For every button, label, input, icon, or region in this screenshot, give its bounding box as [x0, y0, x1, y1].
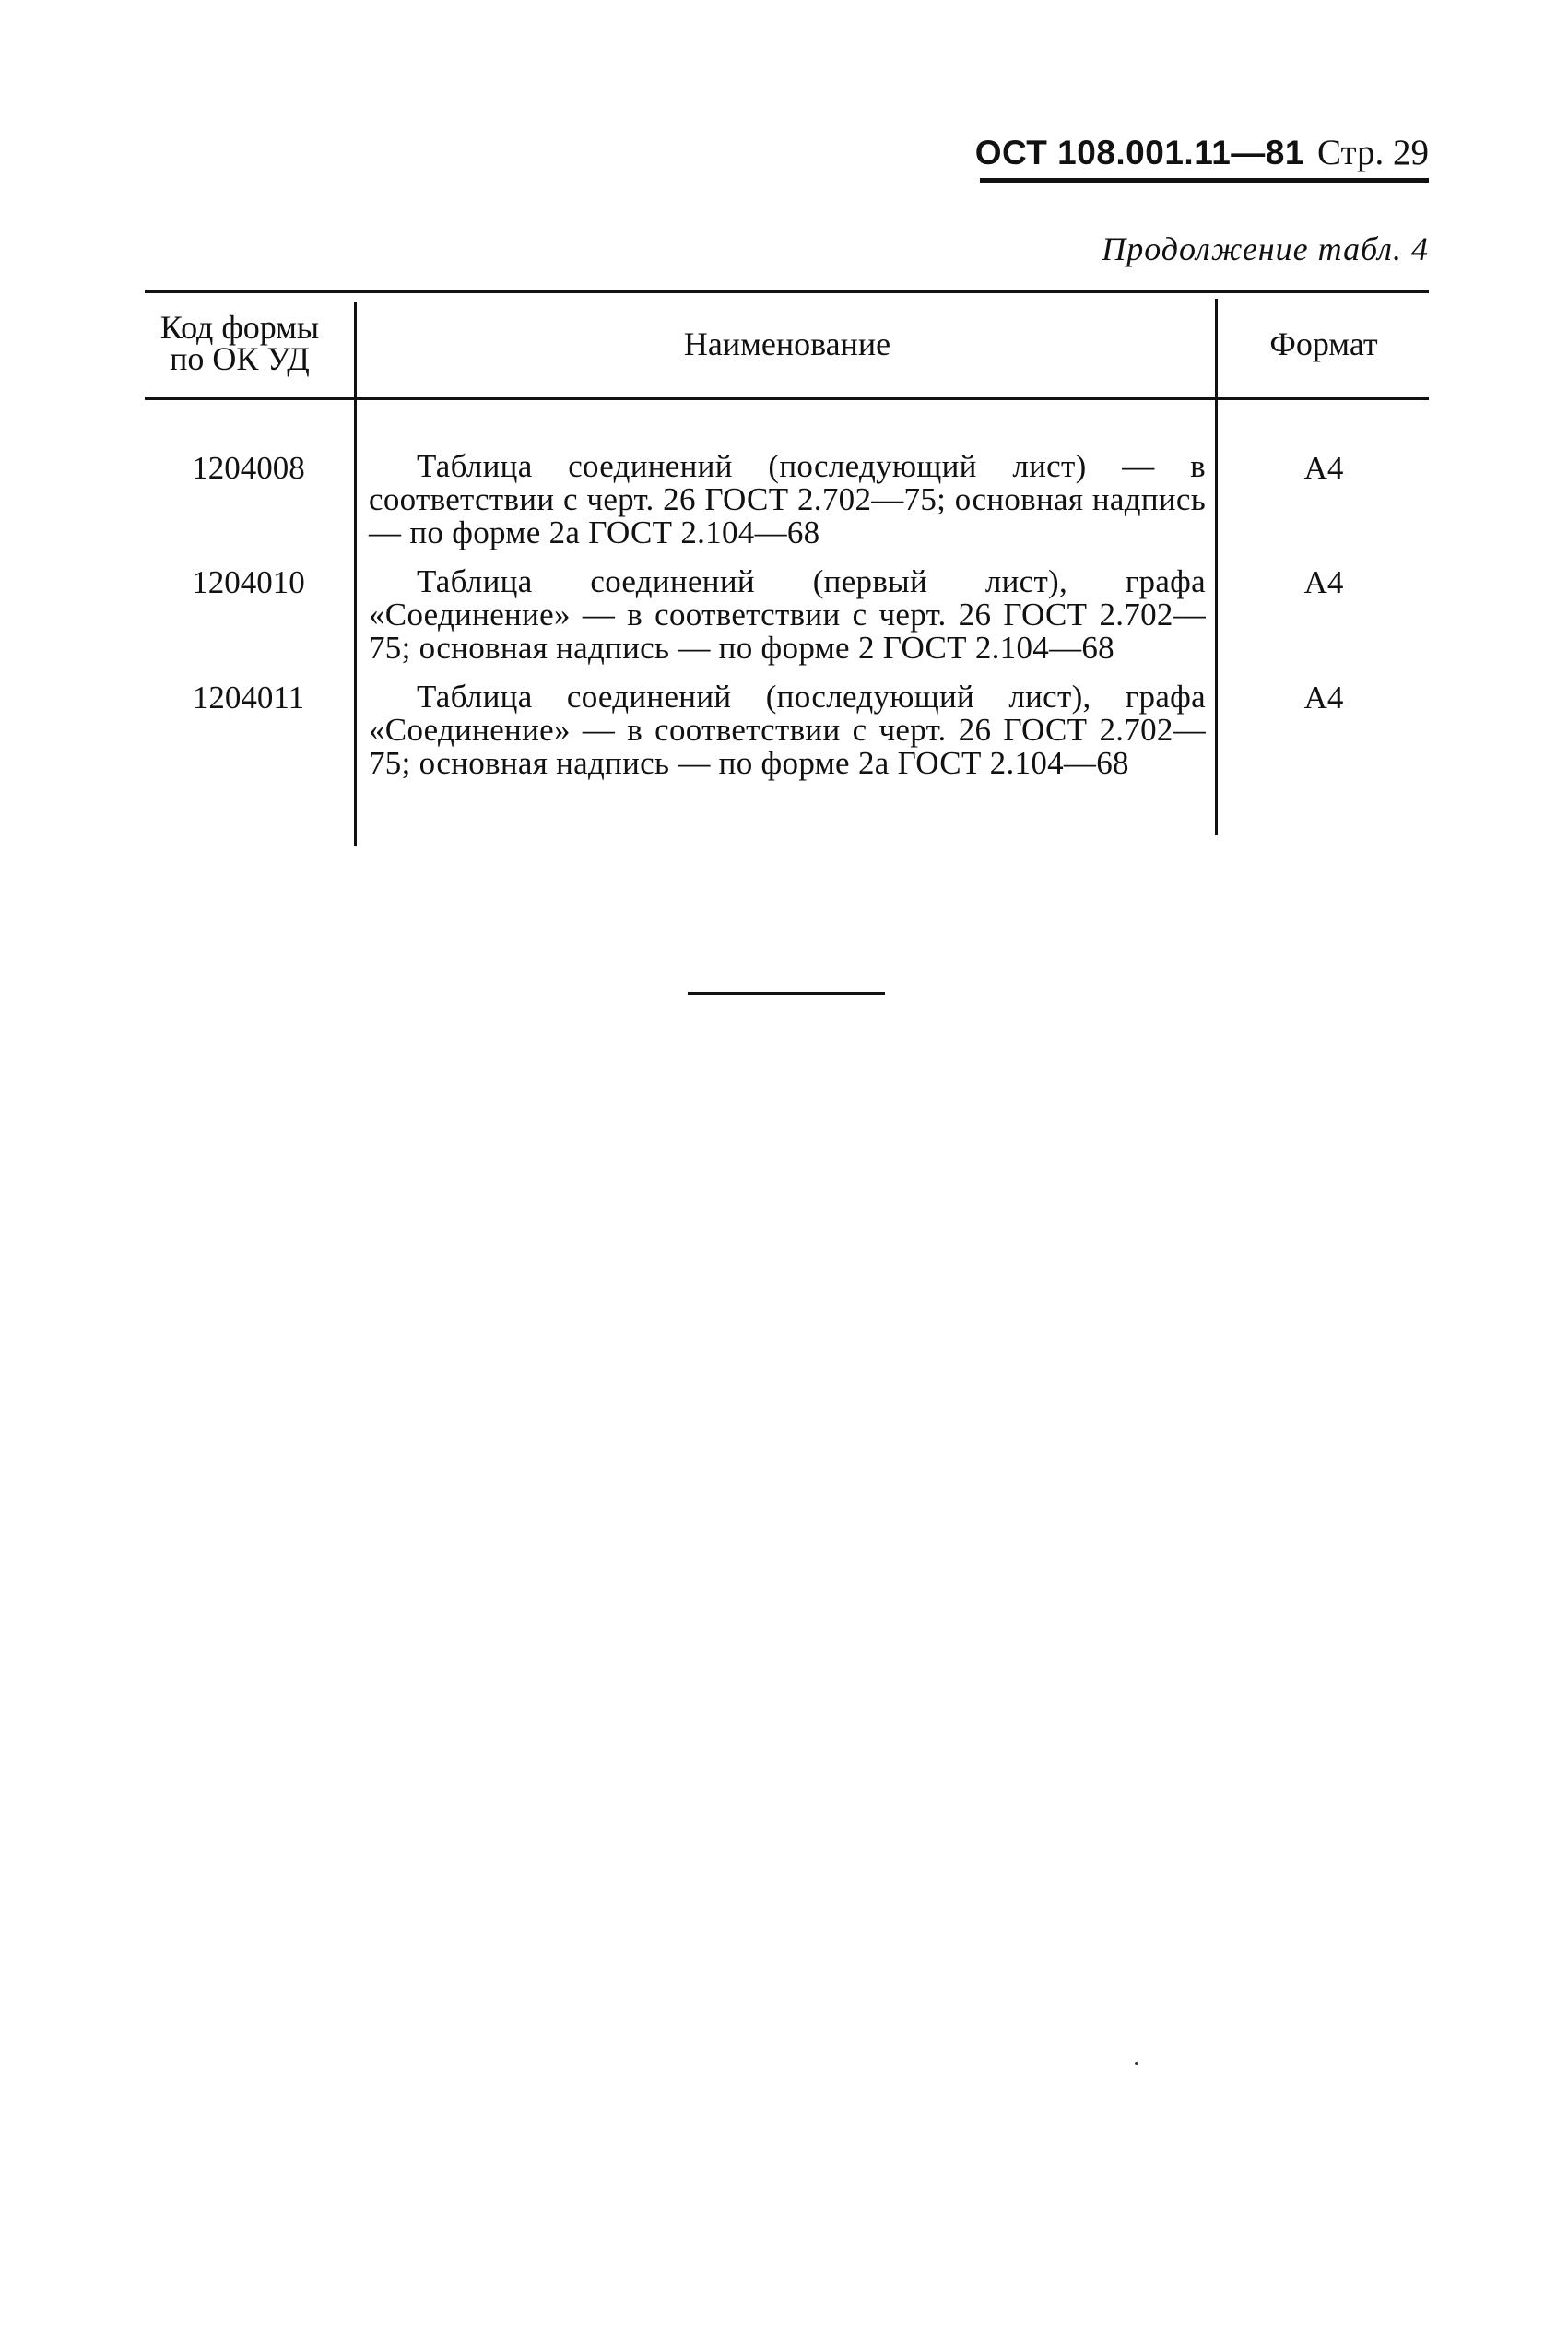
header-underline — [980, 178, 1429, 183]
row-code: 1204010 — [192, 564, 305, 600]
row-format: А4 — [1303, 450, 1344, 486]
row-name: Таблица соединений (последующий лист), графа «Соединение» — в соответствии с черт. 26 ГОСТ 2.702—75; основная надпись — по форме 2а ГОСТ 2.104—68 — [369, 679, 1206, 781]
row-code: 1204008 — [192, 450, 305, 486]
end-of-section-rule — [688, 992, 885, 995]
row-format: А4 — [1303, 564, 1344, 600]
header-code-cell — [138, 309, 341, 377]
header-format-cell: Формат — [1269, 325, 1378, 362]
table-continuation-label: Продолжение табл. 4 — [1102, 231, 1429, 267]
page-number: Стр. 29 — [1316, 133, 1429, 172]
column-divider-code — [354, 302, 357, 846]
header-code-line1: Код формы — [159, 309, 320, 346]
row-code: 1204011 — [192, 680, 305, 716]
document-code: ОСТ 108.001.11—81 — [974, 134, 1304, 171]
row-format: А4 — [1303, 680, 1344, 716]
row-name: Таблица соединений (первый лист), графа «Соединение» — в соответствии с черт. 26 ГОСТ 2.702—75; основная надпись — по форме 2 ГОСТ 2.104—68 — [369, 563, 1206, 666]
header-name-cell: Наименование — [683, 325, 891, 362]
table-header-bottom-rule — [145, 397, 1429, 400]
page-header — [975, 131, 1429, 175]
table-top-rule — [145, 290, 1429, 293]
header-code-line2: по ОК УД — [170, 340, 310, 377]
row-name: Таблица соединений (последующий лист) — в соответствии с черт. 26 ГОСТ 2.702—75; основная надпись — по форме 2а ГОСТ 2.104—68 — [369, 448, 1206, 550]
scan-speck — [1135, 2062, 1138, 2065]
column-divider-format — [1215, 299, 1218, 835]
